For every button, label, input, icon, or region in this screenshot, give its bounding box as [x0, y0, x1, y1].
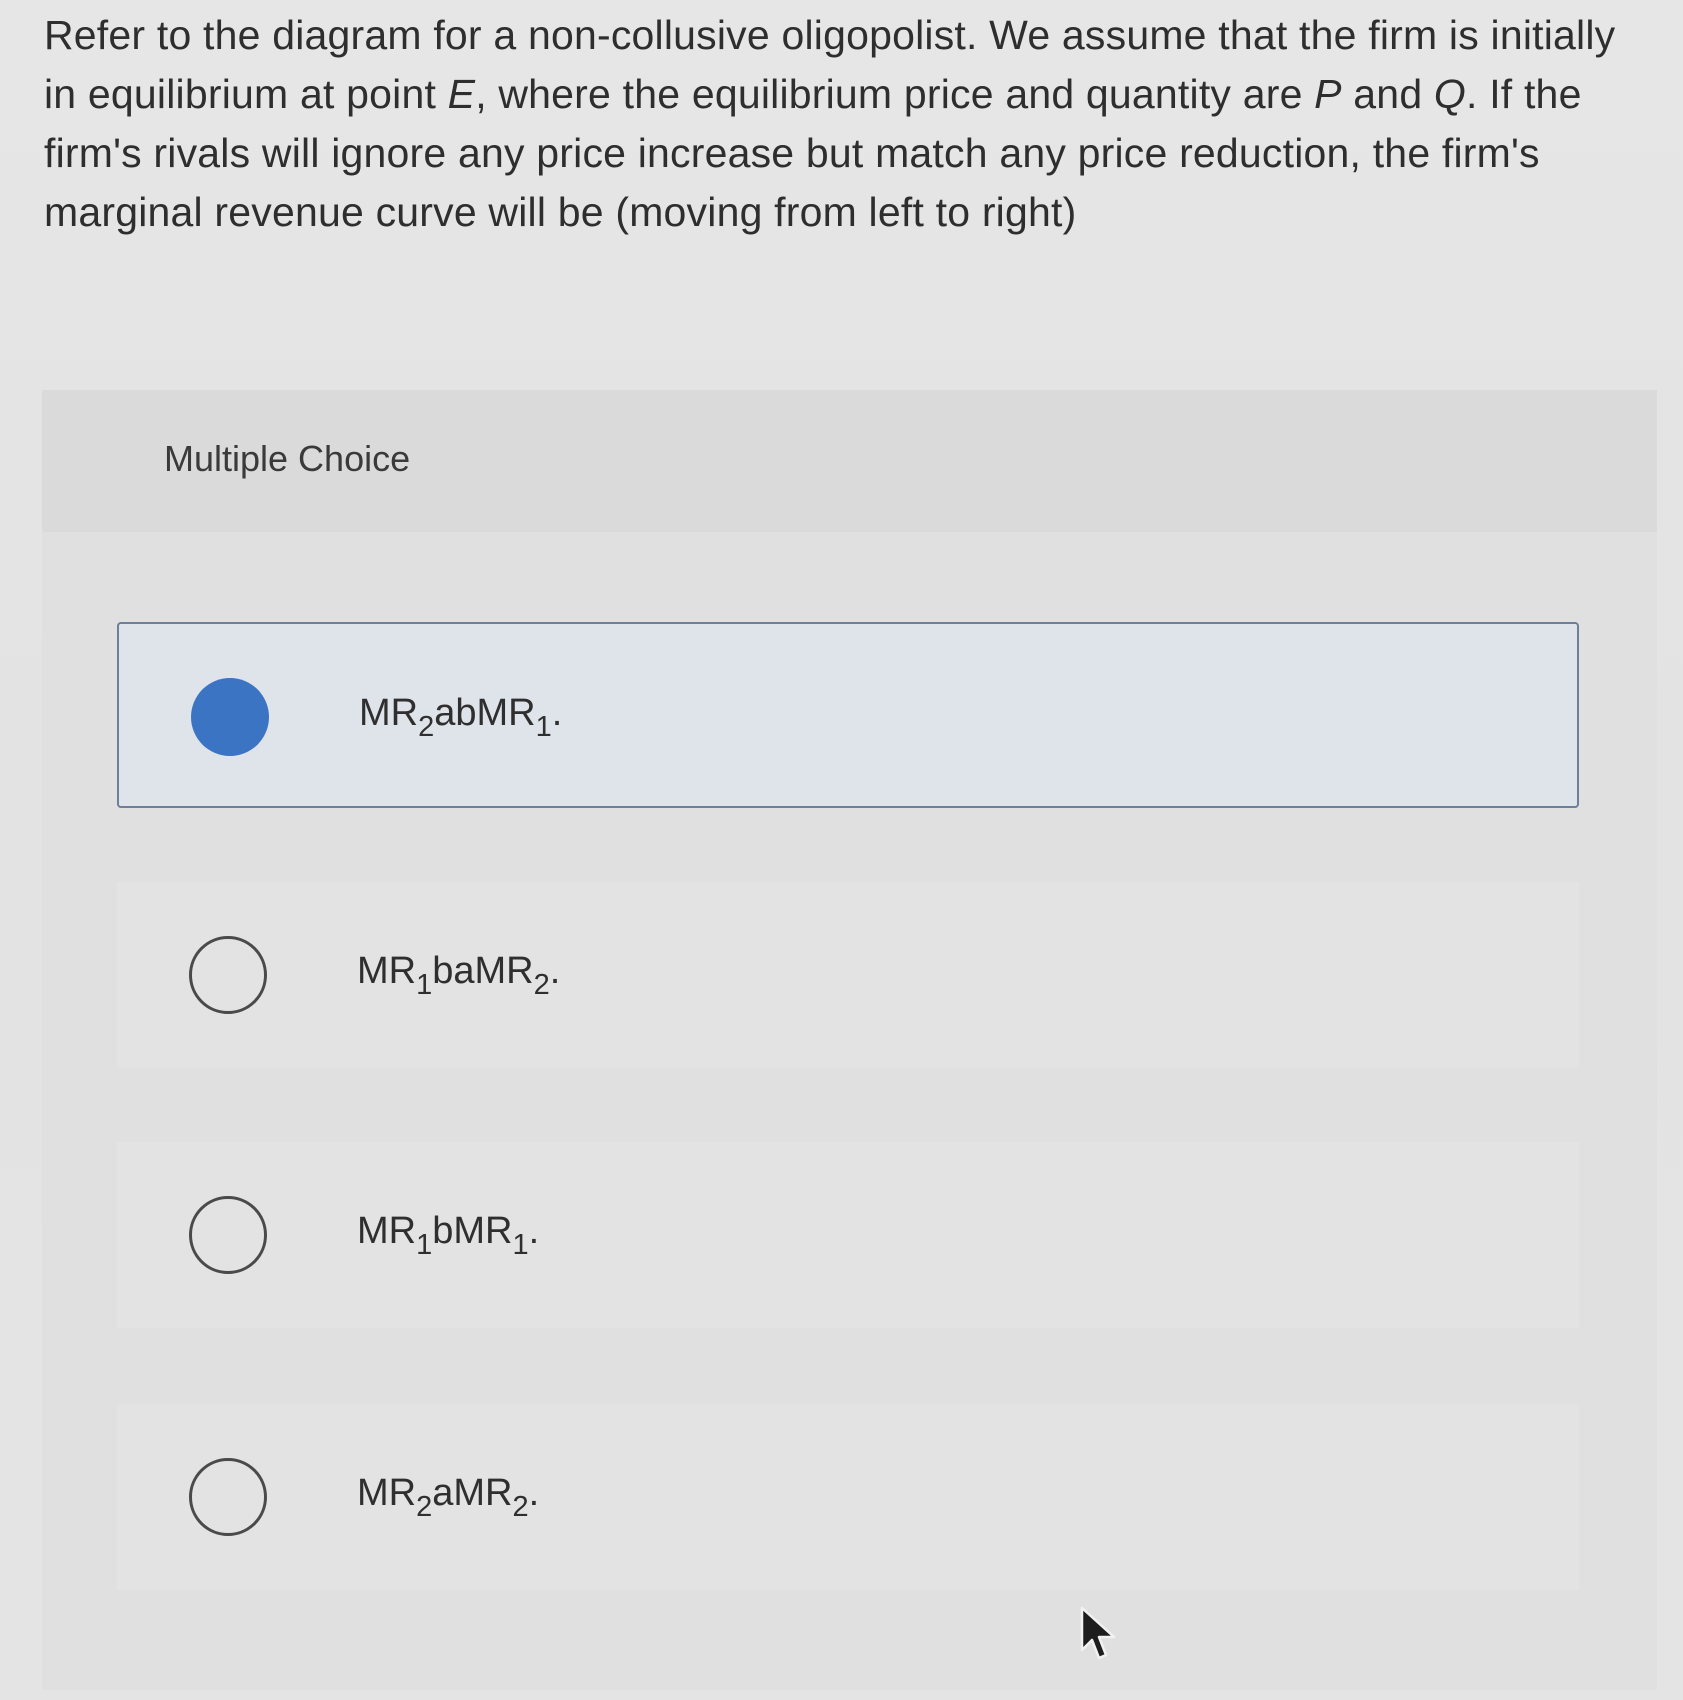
question-text: [44, 6, 1644, 242]
option-text: .: [528, 1472, 540, 1514]
option-text: abMR: [434, 692, 536, 734]
option-label: [359, 688, 562, 741]
option-subscript: 1: [416, 969, 433, 1001]
question-part-2: , where the equilibrium price and quantity are: [475, 71, 1315, 117]
option-text: MR: [359, 692, 419, 734]
option-text: MR: [357, 1472, 417, 1514]
quantity-symbol: Q: [1433, 71, 1467, 117]
multiple-choice-panel: [42, 390, 1657, 1690]
answer-option-3[interactable]: [117, 1142, 1579, 1328]
option-label: [357, 946, 560, 999]
multiple-choice-header: [42, 390, 1657, 532]
mouse-pointer-icon: [1078, 1606, 1122, 1662]
option-subscript: 2: [418, 711, 435, 743]
option-text: aMR: [432, 1472, 513, 1514]
question-part-4: . If the firm's rivals will ignore any price increase but match any price reduction, the firm's marginal revenue curve will be (moving from left to right): [44, 71, 1582, 235]
option-label: [357, 1468, 539, 1521]
question-part-1: Refer to the diagram for a non-collusive oligopolist. We assume that the firm is initially in equilibrium at point: [44, 12, 1616, 117]
option-text: .: [528, 1210, 540, 1252]
answer-option-2[interactable]: [117, 882, 1579, 1068]
radio-button-selected[interactable]: [191, 678, 269, 756]
option-subscript: 1: [535, 711, 552, 743]
answer-option-4[interactable]: [117, 1404, 1579, 1590]
option-text: bMR: [432, 1210, 513, 1252]
option-label: [357, 1206, 539, 1259]
option-text: .: [549, 950, 561, 992]
point-e: E: [447, 71, 476, 117]
option-text: baMR: [432, 950, 534, 992]
answer-option-1[interactable]: [117, 622, 1579, 808]
radio-button[interactable]: [189, 936, 267, 1014]
multiple-choice-label: Multiple Choice: [164, 438, 411, 479]
option-subscript: 2: [533, 969, 550, 1001]
option-text: MR: [357, 950, 417, 992]
price-symbol: P: [1314, 71, 1342, 117]
question-part-3: and: [1341, 71, 1434, 117]
radio-button[interactable]: [189, 1196, 267, 1274]
radio-button[interactable]: [189, 1458, 267, 1536]
option-subscript: 1: [512, 1229, 529, 1261]
option-subscript: 1: [416, 1229, 433, 1261]
option-subscript: 2: [416, 1491, 433, 1523]
option-text: MR: [357, 1210, 417, 1252]
option-subscript: 2: [512, 1491, 529, 1523]
option-text: .: [551, 692, 563, 734]
